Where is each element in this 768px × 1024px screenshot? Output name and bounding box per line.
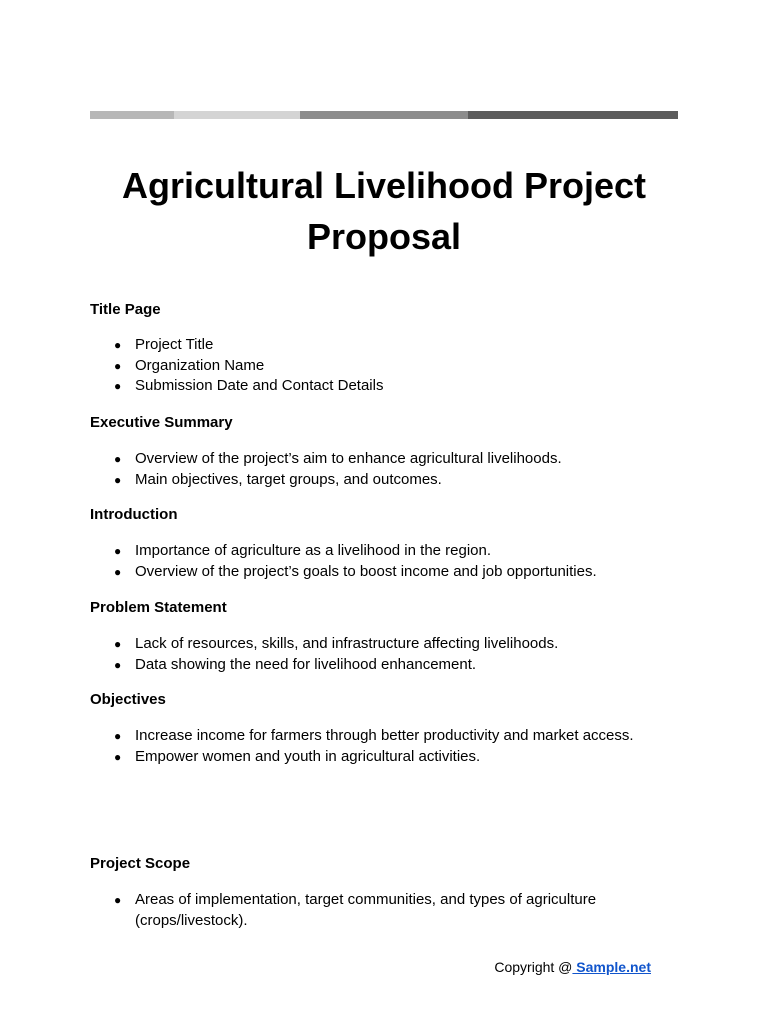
document-title: Agricultural Livelihood Project Proposal [121,165,647,257]
header-bar-segment [90,111,174,119]
list-item [90,335,650,356]
bullet-icon: ● [114,564,122,579]
bullet-list-executive-summary [90,449,650,490]
section-heading-title-page: Title Page [90,301,161,318]
header-bar-segment [300,111,468,119]
list-item-text: Areas of implementation, target communities, and types of agriculture (crops/livestock). [135,891,597,929]
copyright-footer [494,957,651,977]
bullet-icon: ● [114,893,122,907]
list-item [90,890,610,931]
list-item-text: Submission Date and Contact Details [135,377,384,395]
list-item [90,541,650,562]
section-heading-introduction: Introduction [90,506,178,523]
bullet-icon: ● [114,637,122,651]
list-item-text: Overview of the project’s goals to boost income and job opportunities. [135,562,597,580]
bullet-icon: ● [114,544,122,558]
bullet-icon: ● [114,729,122,743]
list-item [90,726,650,747]
list-item [90,356,650,377]
bullet-icon: ● [114,657,122,672]
list-item-text: Overview of the project’s aim to enhance agricultural livelihoods. [135,450,562,467]
bullet-icon: ● [114,749,122,764]
list-item [90,634,650,655]
list-item [90,562,650,583]
bullet-list-problem-statement [90,634,650,675]
sample-net-link[interactable]: Sample.net [572,959,651,975]
header-color-bar [90,111,678,119]
list-item-text: Main objectives, target groups, and outcomes. [135,470,442,488]
list-item-text: Organization Name [135,356,265,374]
bullet-list-objectives [90,726,650,767]
list-item [90,470,650,491]
list-item [90,376,650,397]
list-item-text: Importance of agriculture as a livelihood in the region. [135,542,492,559]
bullet-icon: ● [114,472,122,487]
section-heading-problem-statement: Problem Statement [90,599,227,616]
bullet-list-project-scope [90,890,610,931]
list-item-text: Lack of resources, skills, and infrastructure affecting livelihoods. [135,635,559,652]
header-bar-segment [174,111,300,119]
section-heading-objectives: Objectives [90,691,166,708]
header-bar-segment [468,111,678,119]
bullet-icon: ● [114,379,122,394]
bullet-list-title-page [90,335,650,397]
bullet-icon: ● [114,452,122,466]
bullet-icon: ● [114,358,122,373]
list-item-text: Data showing the need for livelihood enhancement. [135,655,477,673]
list-item-text: Project Title [135,336,214,353]
bullet-list-introduction [90,541,650,582]
list-item-text: Increase income for farmers through better productivity and market access. [135,727,634,744]
list-item [90,449,650,470]
section-heading-project-scope: Project Scope [90,855,191,872]
list-item-text: Empower women and youth in agricultural activities. [135,747,481,765]
section-heading-executive-summary: Executive Summary [90,414,233,431]
copyright-text: Copyright @ [494,959,573,975]
list-item [90,747,650,768]
bullet-icon: ● [114,338,122,352]
list-item [90,655,650,676]
